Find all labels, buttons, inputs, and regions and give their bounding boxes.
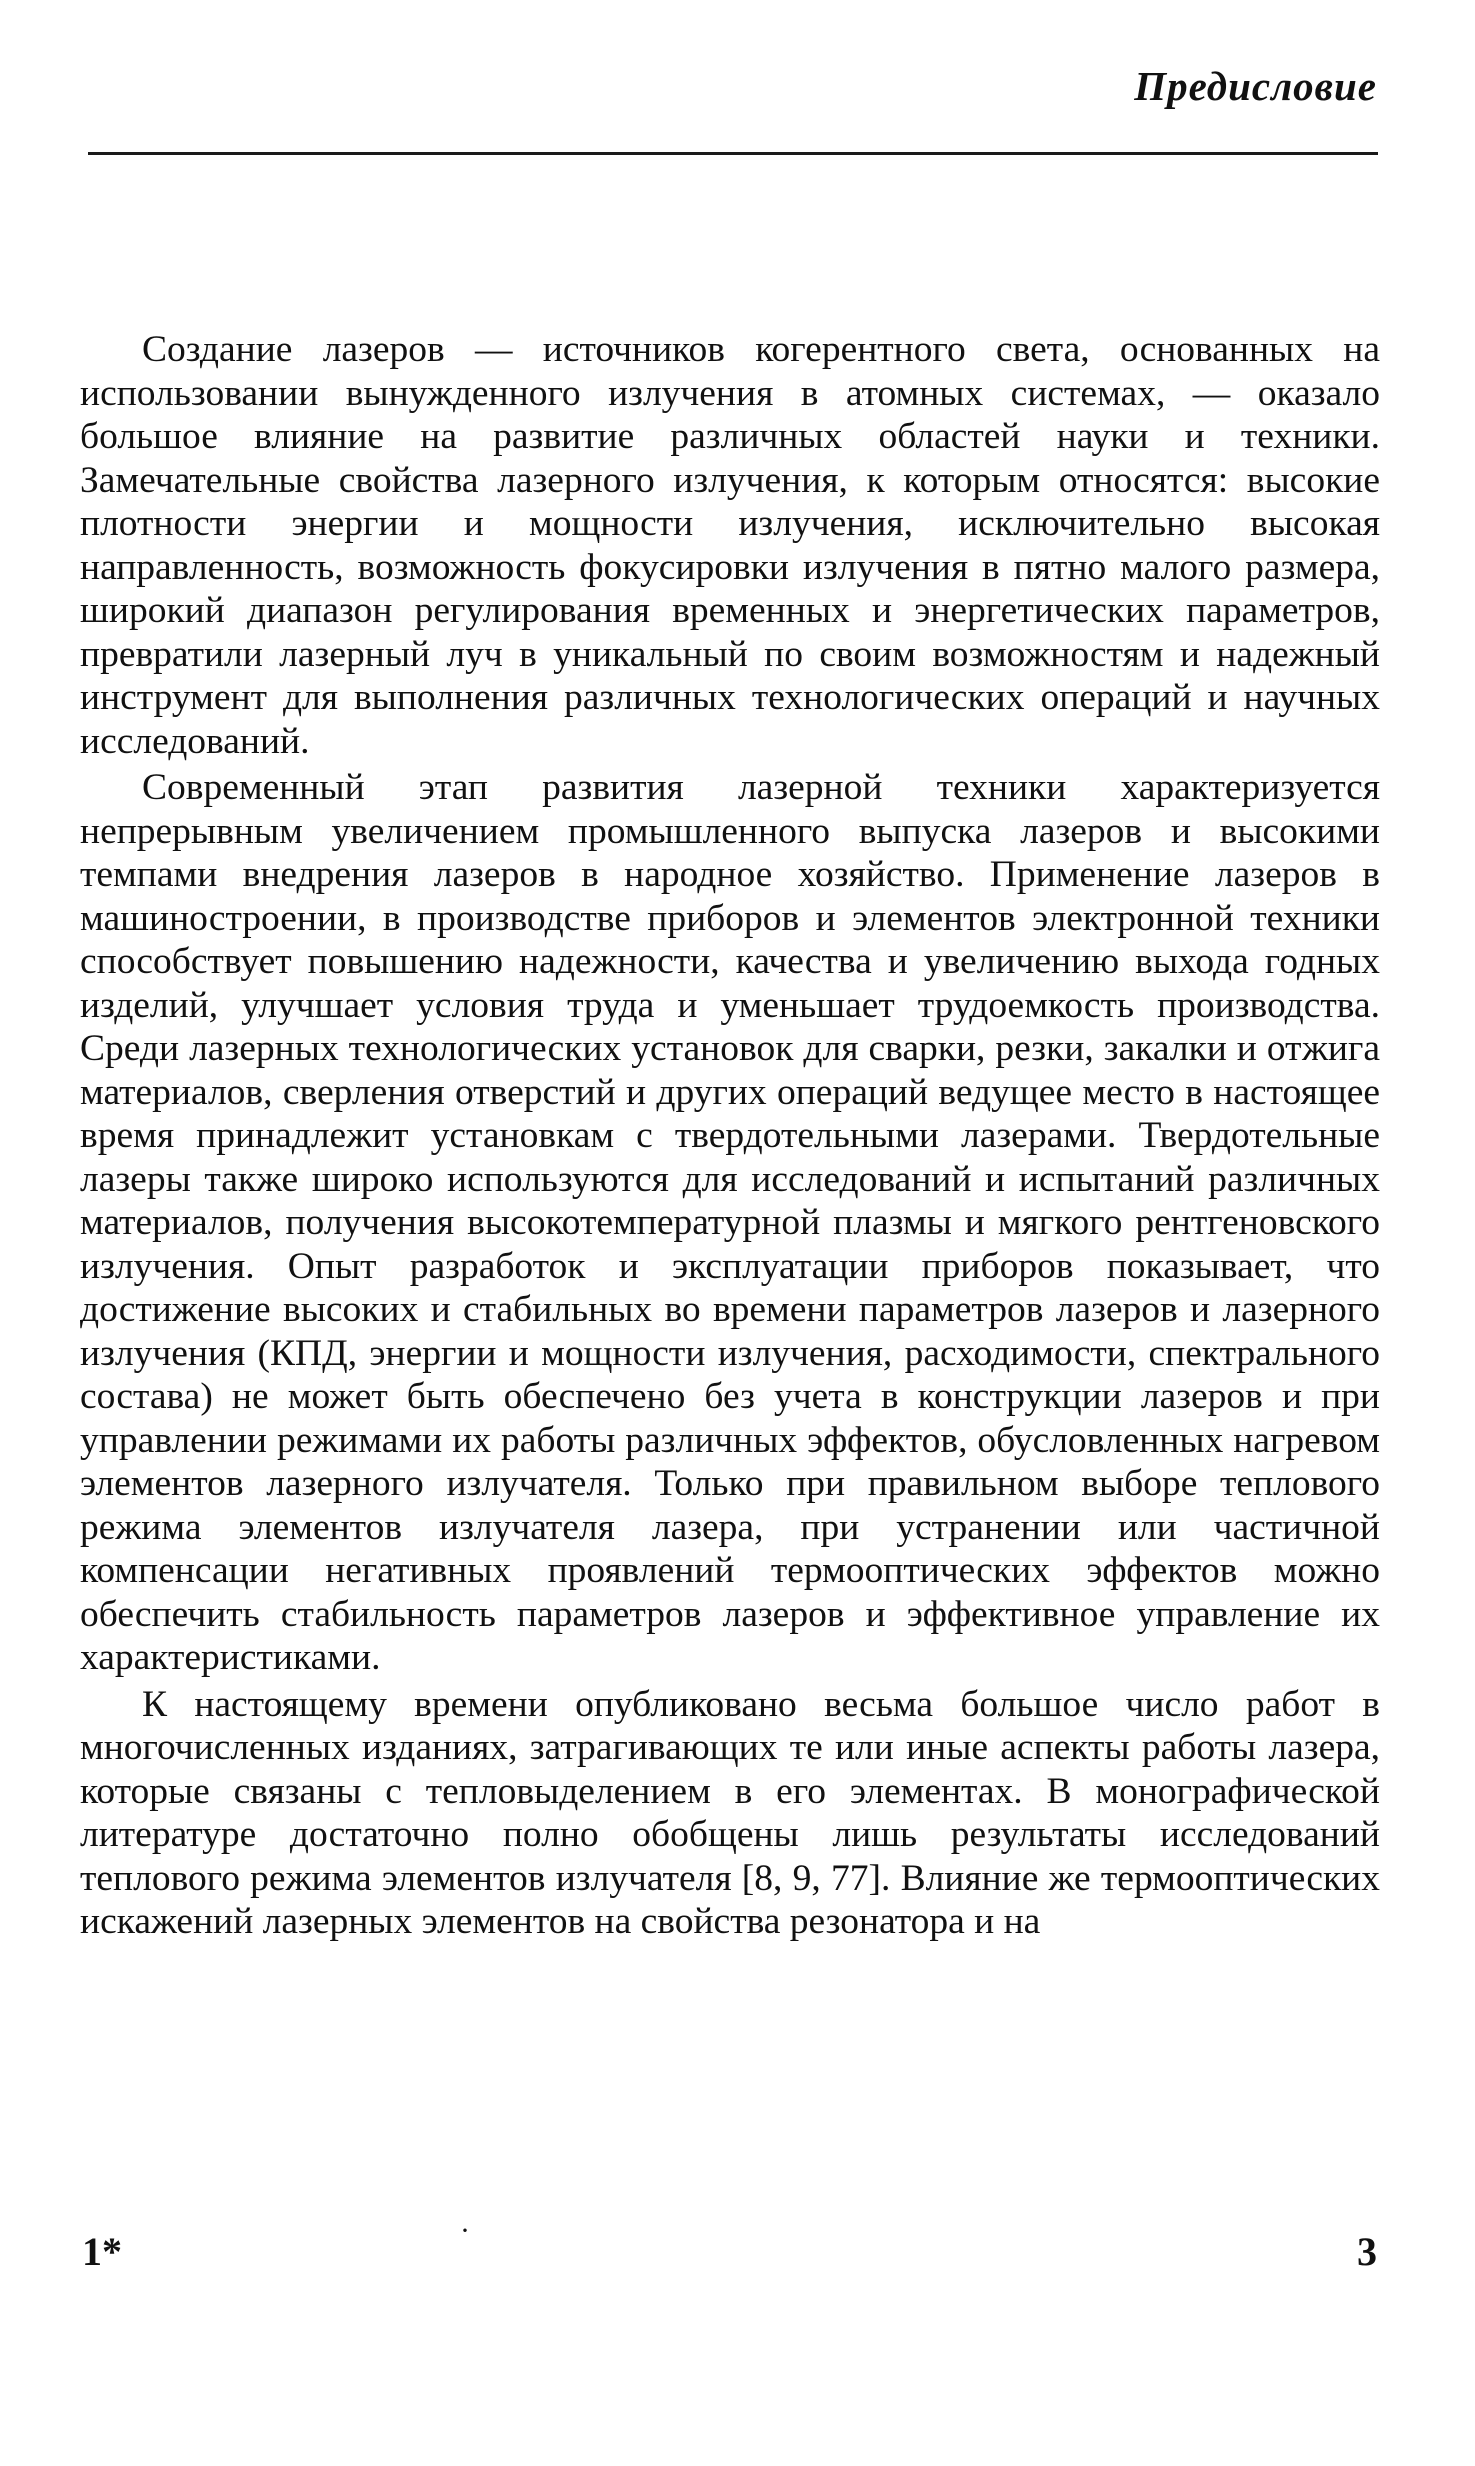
page-number: 3 bbox=[1357, 2229, 1377, 2274]
paragraph-2: Современный этап развития лазерной техники характеризуется непрерывным увеличением промышленного выпуска лазеров и высокими темпами внедрения лазеров в народное хозяйство. Применение лазеров в машиностроении, в производстве приборов и элементов электронной техники способствует повышению надежности, качества и увеличению выхода годных изделий, улучшает условия труда и уменьшает трудоемкость производства. Среди лазерных технологических установок для сварки, резки, закалки и отжига материалов, сверления отверстий и других операций ведущее место в настоящее время принадлежит установкам с твердотельными лазерами. Твердотельные лазеры также широко используются для исследований и испытаний различных материалов, получения высокотемпературной плазмы и мягкого рентгеновского излучения. Опыт разработок и эксплуатации приборов показывает, что достижение высоких и стабильных во времени параметров лазеров и лазерного излучения (КПД, энергии и мощности излучения, расходимости, спектрального состава) не может быть обеспечено без учета в конструкции лазеров и при управлении режимами их работы различных эффектов, обусловленных нагревом элементов лазерного излучателя. Только при правильном выборе теплового режима элементов излучателя лазера, при устранении или частичной компенсации негативных проявлений термооптических эффектов можно обеспечить стабильность параметров лазеров и эффективное управление их характеристиками. bbox=[80, 767, 1380, 1678]
body-text bbox=[80, 328, 1380, 1947]
paragraph-1: Создание лазеров — источников когерентного света, основанных на использовании вынужденного излучения в атомных системах, — оказало большое влияние на развитие различных областей науки и техники. Замечательные свойства лазерного излучения, к которым относятся: высокие плотности энергии и мощности излучения, исключительно высокая направленность, возможность фокусировки излучения в пятно малого размера, широкий диапазон регулирования временных и энергетических параметров, превратили лазерный луч в уникальный по своим возможностям и надежный инструмент для выполнения различных технологических операций и научных исследований. bbox=[80, 329, 1380, 762]
paragraph-3: К настоящему времени опубликовано весьма большое число работ в многочисленных изданиях, затрагивающих те или иные аспекты работы лазера, которые связаны с тепловыделением в его элементах. В монографической литературе достаточно полно обобщены лишь результаты исследований теплового режима элементов излучателя [8, 9, 77]. Влияние же термооптических искажений лазерных элементов на свойства резонатора и на bbox=[80, 1683, 1380, 1942]
footer-dot: · bbox=[460, 2214, 470, 2247]
signature-mark: 1* bbox=[82, 2229, 122, 2274]
header-rule bbox=[88, 152, 1378, 155]
running-title: Предисловие bbox=[1134, 63, 1377, 109]
